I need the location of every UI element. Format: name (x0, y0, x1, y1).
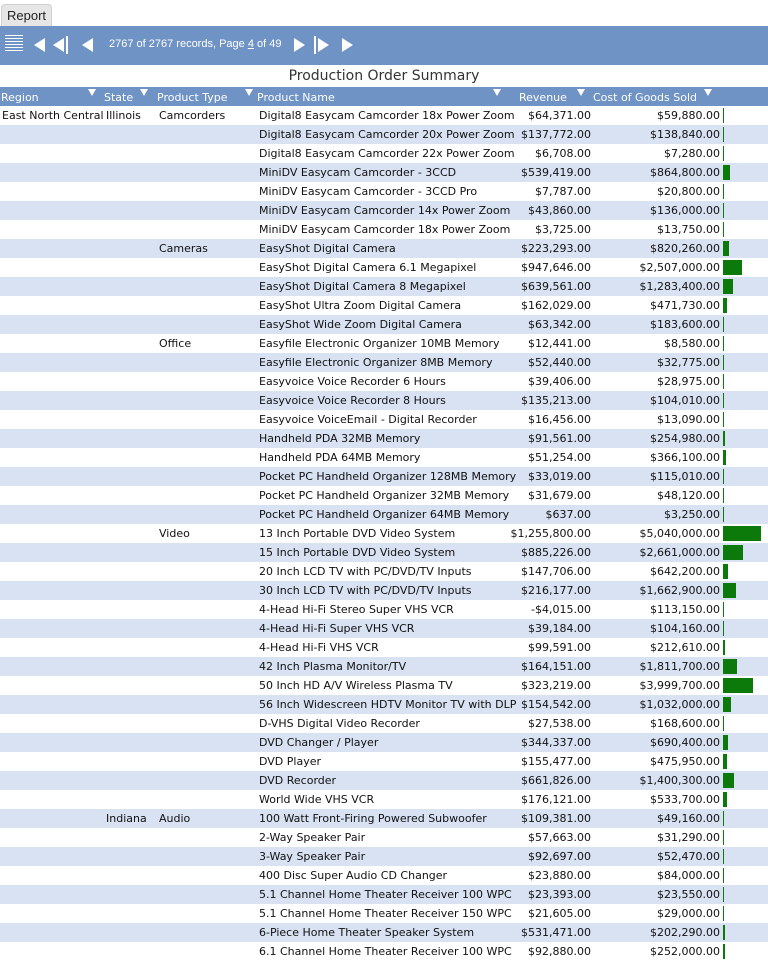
table-row[interactable] (0, 334, 768, 353)
cell-product-name: 5.1 Channel Home Theater Receiver 150 WPC (259, 907, 512, 920)
cell-cogs: $28,975.00 (657, 375, 720, 388)
last-page-button[interactable] (342, 34, 353, 56)
column-header-product-name[interactable]: Product Name (257, 87, 335, 106)
cell-cogs: $136,000.00 (650, 204, 720, 217)
cogs-bar (723, 906, 724, 921)
cell-cogs: $642,200.00 (650, 565, 720, 578)
sort-arrow-icon[interactable] (577, 89, 585, 96)
cell-revenue: $16,456.00 (528, 413, 591, 426)
cell-product-name: EasyShot Ultra Zoom Digital Camera (259, 299, 462, 312)
table-row[interactable] (0, 467, 768, 486)
cell-cogs: $252,000.00 (650, 945, 720, 958)
cell-cogs: $7,280.00 (664, 147, 720, 160)
cell-cogs: $52,470.00 (657, 850, 720, 863)
column-header-row (0, 87, 768, 106)
table-row[interactable] (0, 429, 768, 448)
cell-product-name: D-VHS Digital Video Recorder (259, 717, 420, 730)
cell-product-name: 6.1 Channel Home Theater Receiver 100 WPC (259, 945, 512, 958)
cell-product-type: Camcorders (159, 109, 226, 122)
cell-product-name: MiniDV Easycam Camcorder 18x Power Zoom (259, 223, 511, 236)
cogs-bar (723, 564, 728, 579)
cell-cogs: $3,250.00 (664, 508, 720, 521)
cogs-bar (723, 450, 726, 465)
cell-product-name: Digital8 Easycam Camcorder 18x Power Zoom (259, 109, 515, 122)
cell-revenue: $43,860.00 (528, 204, 591, 217)
cell-revenue: $51,254.00 (528, 451, 591, 464)
table-row[interactable] (0, 277, 768, 296)
cell-revenue: $23,880.00 (528, 869, 591, 882)
cell-revenue: $155,477.00 (521, 755, 591, 768)
cell-revenue: $39,184.00 (528, 622, 591, 635)
table-row[interactable] (0, 619, 768, 638)
cell-revenue: $63,342.00 (528, 318, 591, 331)
table-row[interactable] (0, 885, 768, 904)
cell-cogs: $13,090.00 (657, 413, 720, 426)
cogs-bar (723, 374, 724, 389)
cogs-bar (723, 393, 724, 408)
cell-revenue: $162,029.00 (521, 299, 591, 312)
cell-revenue: $7,787.00 (535, 185, 591, 198)
table-row[interactable] (0, 657, 768, 676)
column-header-region[interactable]: Region (1, 87, 39, 106)
cogs-bar (723, 336, 724, 351)
cell-product-name: 3-Way Speaker Pair (259, 850, 366, 863)
cell-product-name: EasyShot Wide Zoom Digital Camera (259, 318, 462, 331)
cell-product-name: 4-Head Hi-Fi VHS VCR (259, 641, 379, 654)
column-header-product-type[interactable]: Product Type (157, 87, 228, 106)
cogs-bar (723, 944, 725, 959)
table-row[interactable] (0, 182, 768, 201)
cell-product-name: World Wide VHS VCR (259, 793, 375, 806)
cogs-bar (723, 298, 727, 313)
cell-product-name: Digital8 Easycam Camcorder 20x Power Zoom (259, 128, 515, 141)
cogs-bar (723, 678, 753, 693)
cell-cogs: $84,000.00 (657, 869, 720, 882)
cogs-bar (723, 811, 724, 826)
cell-cogs: $2,507,000.00 (639, 261, 720, 274)
cogs-bar (723, 735, 728, 750)
table-row[interactable] (0, 543, 768, 562)
cogs-bar (723, 640, 725, 655)
cell-cogs: $168,600.00 (650, 717, 720, 730)
cell-revenue: $57,663.00 (528, 831, 591, 844)
cell-revenue: $23,393.00 (528, 888, 591, 901)
cell-product-type: Office (159, 337, 192, 350)
page-number[interactable]: 4 (247, 38, 254, 50)
table-row[interactable] (0, 638, 768, 657)
table-row[interactable] (0, 828, 768, 847)
cell-cogs: $183,600.00 (650, 318, 720, 331)
cogs-bar (723, 241, 729, 256)
cell-revenue: $137,772.00 (521, 128, 591, 141)
cell-cogs: $115,010.00 (650, 470, 720, 483)
cogs-bar (723, 431, 725, 446)
cogs-bar (723, 925, 725, 940)
sort-arrow-icon[interactable] (140, 89, 148, 96)
cogs-bar (723, 773, 734, 788)
cell-revenue: $91,561.00 (528, 432, 591, 445)
table-row[interactable] (0, 220, 768, 239)
sort-arrow-icon[interactable] (493, 89, 501, 96)
cell-cogs: $471,730.00 (650, 299, 720, 312)
toolbar (0, 26, 768, 65)
cogs-bar (723, 659, 737, 674)
cogs-bar (723, 222, 724, 237)
cogs-bar (723, 621, 724, 636)
previous-icon[interactable] (82, 34, 93, 56)
table-row[interactable] (0, 562, 768, 581)
table-row[interactable] (0, 695, 768, 714)
cell-product-name: EasyShot Digital Camera (259, 242, 396, 255)
cell-revenue: $12,441.00 (528, 337, 591, 350)
cell-product-type: Cameras (159, 242, 208, 255)
cell-cogs: $113,150.00 (650, 603, 720, 616)
table-row[interactable] (0, 125, 768, 144)
cell-revenue: $92,697.00 (528, 850, 591, 863)
table-row[interactable] (0, 600, 768, 619)
cell-revenue: $147,706.00 (521, 565, 591, 578)
cell-cogs: $3,999,700.00 (639, 679, 720, 692)
cell-revenue: $33,019.00 (528, 470, 591, 483)
cell-revenue: $52,440.00 (528, 356, 591, 369)
cell-revenue: $154,542.00 (521, 698, 591, 711)
cell-cogs: $8,580.00 (664, 337, 720, 350)
table-row[interactable] (0, 809, 768, 828)
cogs-bar (723, 279, 733, 294)
table-row[interactable] (0, 752, 768, 771)
cell-cogs: $864,800.00 (650, 166, 720, 179)
previous-page-button[interactable] (53, 34, 68, 56)
column-header-revenue[interactable]: Revenue (519, 87, 567, 106)
table-row[interactable] (0, 904, 768, 923)
cogs-bar (723, 412, 724, 427)
cell-product-name: MiniDV Easycam Camcorder - 3CCD (259, 166, 457, 179)
cell-cogs: $104,160.00 (650, 622, 720, 635)
cogs-bar (723, 545, 743, 560)
table-row[interactable] (0, 581, 768, 600)
cell-cogs: $1,283,400.00 (639, 280, 720, 293)
cell-revenue: $21,605.00 (528, 907, 591, 920)
report-title: Production Order Summary (0, 66, 768, 86)
cogs-bar (723, 165, 730, 180)
cell-cogs: $20,800.00 (657, 185, 720, 198)
table-row[interactable] (0, 410, 768, 429)
cell-product-name: EasyShot Digital Camera 6.1 Megapixel (259, 261, 477, 274)
cell-cogs: $32,775.00 (657, 356, 720, 369)
cell-revenue: $164,151.00 (521, 660, 591, 673)
cell-cogs: $104,010.00 (650, 394, 720, 407)
cogs-bar (723, 716, 724, 731)
sort-arrow-icon[interactable] (704, 89, 712, 96)
cell-product-name: MiniDV Easycam Camcorder 14x Power Zoom (259, 204, 511, 217)
table-row[interactable] (0, 714, 768, 733)
cogs-bar (723, 849, 724, 864)
cell-product-name: 15 Inch Portable DVD Video System (259, 546, 456, 559)
cogs-bar (723, 526, 761, 541)
cell-revenue: $27,538.00 (528, 717, 591, 730)
cogs-bar (723, 754, 727, 769)
cogs-bar (723, 792, 727, 807)
table-row[interactable] (0, 524, 768, 543)
cell-product-name: 6-Piece Home Theater Speaker System (259, 926, 475, 939)
table-row[interactable] (0, 866, 768, 885)
next-page-button[interactable] (314, 34, 329, 56)
cell-state: Illinois (106, 109, 141, 122)
cogs-bar (723, 203, 724, 218)
cell-cogs: $475,950.00 (650, 755, 720, 768)
cell-product-name: 100 Watt Front-Firing Powered Subwoofer (259, 812, 487, 825)
cell-product-name: 2-Way Speaker Pair (259, 831, 366, 844)
cell-cogs: $59,880.00 (657, 109, 720, 122)
cell-state: Indiana (106, 812, 147, 825)
cell-cogs: $690,400.00 (650, 736, 720, 749)
cell-product-name: 42 Inch Plasma Monitor/TV (259, 660, 407, 673)
table-row[interactable] (0, 372, 768, 391)
cell-revenue: $639,561.00 (521, 280, 591, 293)
cell-revenue: $99,591.00 (528, 641, 591, 654)
cell-revenue: $344,337.00 (521, 736, 591, 749)
cell-revenue: -$4,015.00 (531, 603, 591, 616)
cell-product-name: Pocket PC Handheld Organizer 128MB Memory (259, 470, 517, 483)
list-view-icon[interactable] (5, 35, 23, 55)
cogs-bar (723, 184, 724, 199)
cell-cogs: $202,290.00 (650, 926, 720, 939)
cogs-bar (723, 488, 724, 503)
table-row[interactable] (0, 106, 768, 125)
cell-product-name: 4-Head Hi-Fi Stereo Super VHS VCR (259, 603, 454, 616)
cogs-bar (723, 583, 736, 598)
table-row[interactable] (0, 448, 768, 467)
cogs-bar (723, 146, 724, 161)
cell-product-name: 400 Disc Super Audio CD Changer (259, 869, 448, 882)
cell-product-name: 4-Head Hi-Fi Super VHS VCR (259, 622, 415, 635)
cell-revenue: $6,708.00 (535, 147, 591, 160)
cell-product-name: Handheld PDA 64MB Memory (259, 451, 421, 464)
cell-cogs: $533,700.00 (650, 793, 720, 806)
first-page-button[interactable] (34, 34, 45, 56)
table-row[interactable] (0, 676, 768, 695)
cell-product-name: Easyfile Electronic Organizer 8MB Memory (259, 356, 493, 369)
column-header-cogs[interactable]: Cost of Goods Sold (593, 87, 697, 106)
cell-product-name: DVD Recorder (259, 774, 337, 787)
cell-revenue: $947,646.00 (521, 261, 591, 274)
cell-product-name: 50 Inch HD A/V Wireless Plasma TV (259, 679, 453, 692)
table-row[interactable] (0, 391, 768, 410)
cell-cogs: $48,120.00 (657, 489, 720, 502)
cell-cogs: $254,980.00 (650, 432, 720, 445)
cell-revenue: $661,826.00 (521, 774, 591, 787)
table-row[interactable] (0, 790, 768, 809)
cogs-bar (723, 355, 724, 370)
cell-product-name: 30 Inch LCD TV with PC/DVD/TV Inputs (259, 584, 472, 597)
cogs-bar (723, 317, 724, 332)
cell-revenue: $1,255,800.00 (510, 527, 591, 540)
table-row[interactable] (0, 505, 768, 524)
cell-region: East North Central (2, 109, 104, 122)
cell-cogs: $31,290.00 (657, 831, 720, 844)
table-row[interactable] (0, 296, 768, 315)
table-row[interactable] (0, 163, 768, 182)
cell-revenue: $539,419.00 (521, 166, 591, 179)
table-row[interactable] (0, 315, 768, 334)
tab-report[interactable]: Report (1, 4, 52, 27)
cogs-bar (723, 260, 742, 275)
table-row[interactable] (0, 923, 768, 942)
cell-cogs: $23,550.00 (657, 888, 720, 901)
cell-product-name: 13 Inch Portable DVD Video System (259, 527, 456, 540)
cell-cogs: $49,160.00 (657, 812, 720, 825)
cell-product-name: 20 Inch LCD TV with PC/DVD/TV Inputs (259, 565, 472, 578)
cell-revenue: $323,219.00 (521, 679, 591, 692)
table-row[interactable] (0, 144, 768, 163)
cell-revenue: $637.00 (545, 508, 591, 521)
cell-cogs: $1,400,300.00 (639, 774, 720, 787)
table-row[interactable] (0, 201, 768, 220)
cell-product-name: DVD Changer / Player (259, 736, 379, 749)
cell-cogs: $2,661,000.00 (639, 546, 720, 559)
next-icon[interactable] (294, 34, 305, 56)
column-header-state[interactable]: State (104, 87, 133, 106)
cell-revenue: $39,406.00 (528, 375, 591, 388)
cell-cogs: $212,610.00 (650, 641, 720, 654)
cell-revenue: $3,725.00 (535, 223, 591, 236)
cell-product-name: Easyvoice Voice Recorder 6 Hours (259, 375, 446, 388)
data-table (0, 106, 768, 960)
cogs-bar (723, 830, 724, 845)
sort-arrow-icon[interactable] (245, 89, 253, 96)
cogs-bar (723, 127, 724, 142)
cell-revenue: $885,226.00 (521, 546, 591, 559)
cogs-bar (723, 108, 724, 123)
cell-product-name: EasyShot Digital Camera 8 Megapixel (259, 280, 466, 293)
cell-product-name: MiniDV Easycam Camcorder - 3CCD Pro (259, 185, 478, 198)
cell-revenue: $31,679.00 (528, 489, 591, 502)
table-row[interactable] (0, 353, 768, 372)
cell-product-name: DVD Player (259, 755, 321, 768)
cell-revenue: $223,293.00 (521, 242, 591, 255)
cogs-bar (723, 602, 724, 617)
cogs-bar (723, 868, 724, 883)
cell-cogs: $13,750.00 (657, 223, 720, 236)
cell-revenue: $64,371.00 (528, 109, 591, 122)
cell-product-name: Easyvoice VoiceEmail - Digital Recorder (259, 413, 477, 426)
cell-revenue: $216,177.00 (521, 584, 591, 597)
record-status: 2767 of 2767 records, Page 4 of 49 (109, 38, 282, 50)
cell-cogs: $138,840.00 (650, 128, 720, 141)
cell-product-name: Handheld PDA 32MB Memory (259, 432, 421, 445)
table-row[interactable] (0, 258, 768, 277)
cell-product-name: Pocket PC Handheld Organizer 64MB Memory (259, 508, 510, 521)
cell-revenue: $109,381.00 (521, 812, 591, 825)
table-row[interactable] (0, 486, 768, 505)
cell-cogs: $1,811,700.00 (639, 660, 720, 673)
sort-arrow-icon[interactable] (88, 89, 96, 96)
table-row[interactable] (0, 733, 768, 752)
cell-revenue: $135,213.00 (521, 394, 591, 407)
cogs-bar (723, 469, 724, 484)
cell-revenue: $176,121.00 (521, 793, 591, 806)
cell-product-name: Easyfile Electronic Organizer 10MB Memory (259, 337, 500, 350)
cell-cogs: $29,000.00 (657, 907, 720, 920)
table-row[interactable] (0, 239, 768, 258)
cell-product-name: Digital8 Easycam Camcorder 22x Power Zoom (259, 147, 515, 160)
table-row[interactable] (0, 771, 768, 790)
cell-cogs: $366,100.00 (650, 451, 720, 464)
cell-cogs: $5,040,000.00 (639, 527, 720, 540)
cell-revenue: $92,880.00 (528, 945, 591, 958)
cell-product-name: 5.1 Channel Home Theater Receiver 100 WPC (259, 888, 512, 901)
cell-cogs: $1,032,000.00 (639, 698, 720, 711)
table-row[interactable] (0, 847, 768, 866)
tab-bar (0, 0, 768, 26)
cell-revenue: $531,471.00 (521, 926, 591, 939)
table-row[interactable] (0, 942, 768, 960)
cell-product-name: 56 Inch Widescreen HDTV Monitor TV with DLP (259, 698, 517, 711)
cell-product-type: Audio (159, 812, 191, 825)
cell-product-type: Video (159, 527, 190, 540)
cell-cogs: $1,662,900.00 (639, 584, 720, 597)
cell-product-name: Pocket PC Handheld Organizer 32MB Memory (259, 489, 510, 502)
cogs-bar (723, 507, 724, 522)
cogs-bar (723, 697, 731, 712)
cell-cogs: $820,260.00 (650, 242, 720, 255)
cogs-bar (723, 887, 724, 902)
cell-product-name: Easyvoice Voice Recorder 8 Hours (259, 394, 446, 407)
